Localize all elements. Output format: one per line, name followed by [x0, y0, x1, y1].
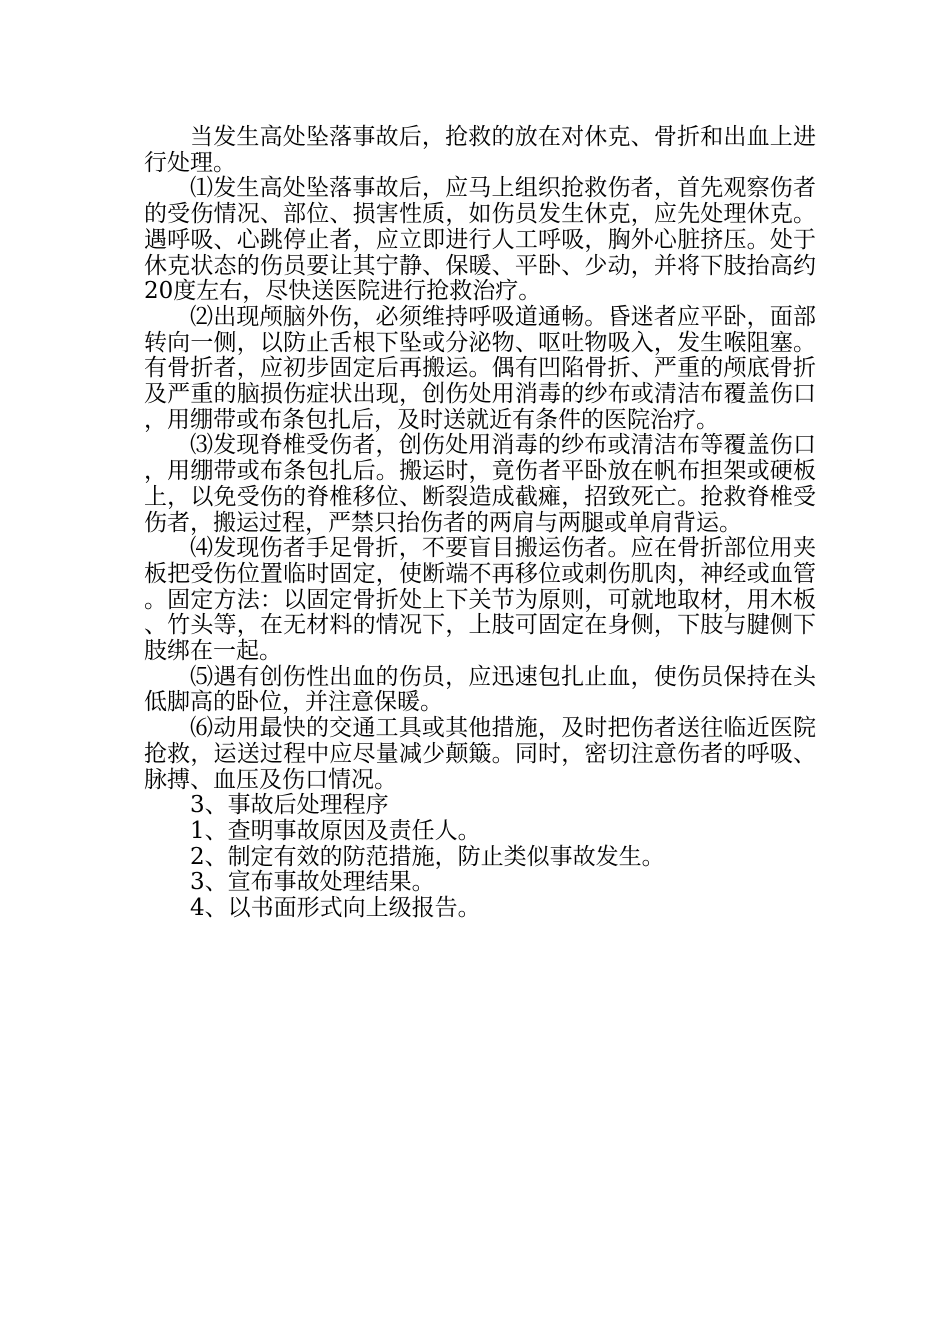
step-2-paragraph: ⑵出现颅脑外伤，必须维持呼吸道通畅。昏迷者应平卧，面部转向一侧，以防止舌根下坠或分泌物、呕吐物吸入，发生喉阻塞。有骨折者，应初步固定后再搬运。偶有凹陷骨折、严重的颅底骨折及严重的脑损伤症状出现，创伤处用消毒的纱布或清洁布覆盖伤口，用绷带或布条包扎后，及时送就近有条件的医院治疗。 — [144, 303, 816, 433]
step-5-paragraph: ⑸遇有创伤性出血的伤员，应迅速包扎止血，使伤员保持在头低脚高的卧位，并注意保暖。 — [144, 663, 816, 716]
step-4-paragraph: ⑷发现伤者手足骨折，不要盲目搬运伤者。应在骨折部位用夹板把受伤位置临时固定，使断端不再移位或刺伤肌肉，神经或血管。固定方法：以固定骨折处上下关节为原则，可就地取材，用木板、竹头等，在无材料的情况下，上肢可固定在身侧，下肢与腱侧下肢绑在一起。 — [144, 535, 816, 665]
procedure-item-1: 1、查明事故原因及责任人。 — [190, 817, 481, 844]
step-1-paragraph: ⑴发生高处坠落事故后，应马上组织抢救伤者，首先观察伤者的受伤情况、部位、损害性质，如伤员发生休克，应先处理休克。遇呼吸、心跳停止者，应立即进行人工呼吸，胸外心脏挤压。处于休克状态的伤员要让其宁静、保暖、平卧、少动，并将下肢抬高约20度左右，尽快送医院进行抢救治疗。 — [144, 175, 816, 305]
procedure-item-3: 3、宣布事故处理结果。 — [190, 869, 435, 896]
procedure-item-2: 2、制定有效的防范措施，防止类似事故发生。 — [190, 843, 665, 870]
intro-paragraph: 当发生高处坠落事故后，抢救的放在对休克、骨折和出血上进行处理。 — [144, 124, 816, 176]
procedure-item-4: 4、以书面形式向上级报告。 — [190, 895, 481, 922]
document-body — [144, 125, 816, 922]
step-6-paragraph: ⑹动用最快的交通工具或其他措施，及时把伤者送往临近医院抢救，运送过程中应尽量减少颠簸。同时，密切注意伤者的呼吸、脉搏、血压及伤口情况。 — [144, 715, 816, 793]
section-heading: 3、事故后处理程序 — [190, 792, 389, 819]
step-3-paragraph: ⑶发现脊椎受伤者，创伤处用消毒的纱布或清洁布等覆盖伤口，用绷带或布条包扎后。搬运时，竟伤者平卧放在帆布担架或硬板上，以免受伤的脊椎移位、断裂造成截瘫，招致死亡。抢救脊椎受伤者，搬运过程，严禁只抬伤者的两肩与两腿或单肩背运。 — [144, 432, 816, 536]
